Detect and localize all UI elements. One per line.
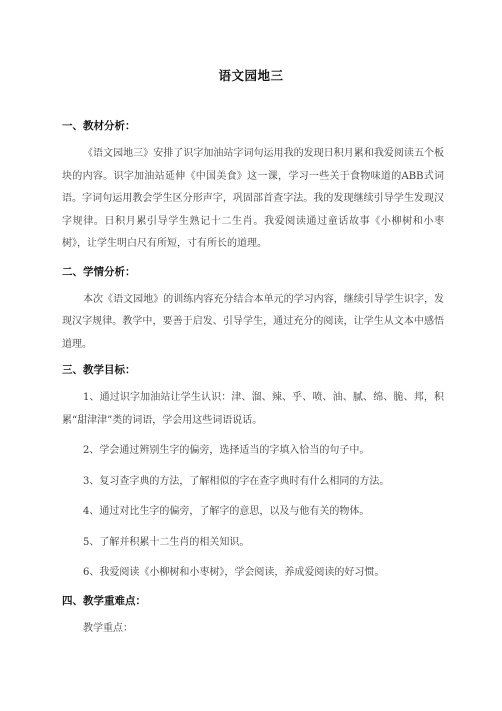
goal-item-1: 1、通过识字加油站让学生认识：津、溜、辣、乎、喷、油、腻、绵、脆、邦，积累“甜津津”类的词语，学会用这些词语说话。	[62, 392, 444, 426]
goal-item-4: 4、通过对比生字的偏旁，了解字的意思，以及与他有关的物体。	[83, 506, 370, 517]
goal-item-2: 2、学会通过辨别生字的偏旁，选择适当的字填入恰当的句子中。	[83, 445, 370, 456]
section-teaching-goals	[62, 362, 444, 585]
section-student-analysis	[62, 264, 444, 357]
section-key-difficulties	[62, 593, 444, 641]
section-paragraph: 教学重点：	[83, 622, 133, 634]
section-heading: 三、教学目标：	[62, 364, 136, 376]
goal-item-5: 5、了解并积累十二生肖的相关知识。	[83, 536, 250, 548]
section-heading: 一、教材分析：	[62, 120, 136, 132]
section-paragraph: 本次《语文园地》的训练内容充分结合本单元的学习内容，继续引导学生识字，发现汉字规律。教学中，要善于启发、引导学生，通过充分的阅读，让学生从文本中感悟道理。	[62, 293, 444, 350]
document-body	[62, 118, 444, 646]
section-paragraph: 《语文园地三》安排了识字加油站字词句运用我的发现日积月累和我爱阅读五个板块的内容。识字加油站延伸《中国美食》这一课，学习一些关于食物味道的ABB式词语。字词句运用教会学生区分形声字，巩固部首查字法。我的发现继续引导学生发现汉字规律。日积月累引导学生熟记十二生肖。我爱阅读通过童话故事《小柳树和小枣树》，让学生明白尺有所短，寸有所长的道理。	[62, 148, 444, 249]
goal-item-3: 3、复习查字典的方法，了解相似的字在查字典时有什么相同的方法。	[83, 475, 390, 487]
section-heading: 四、教学重难点：	[62, 594, 146, 607]
goal-item-6: 6、我爱阅读《小柳树和小枣树》，学会阅读，养成爱阅读的好习惯。	[83, 567, 385, 578]
section-textbook-analysis	[62, 118, 444, 256]
section-heading: 二、学情分析：	[62, 265, 136, 278]
page-title: 语文园地三	[218, 68, 284, 83]
